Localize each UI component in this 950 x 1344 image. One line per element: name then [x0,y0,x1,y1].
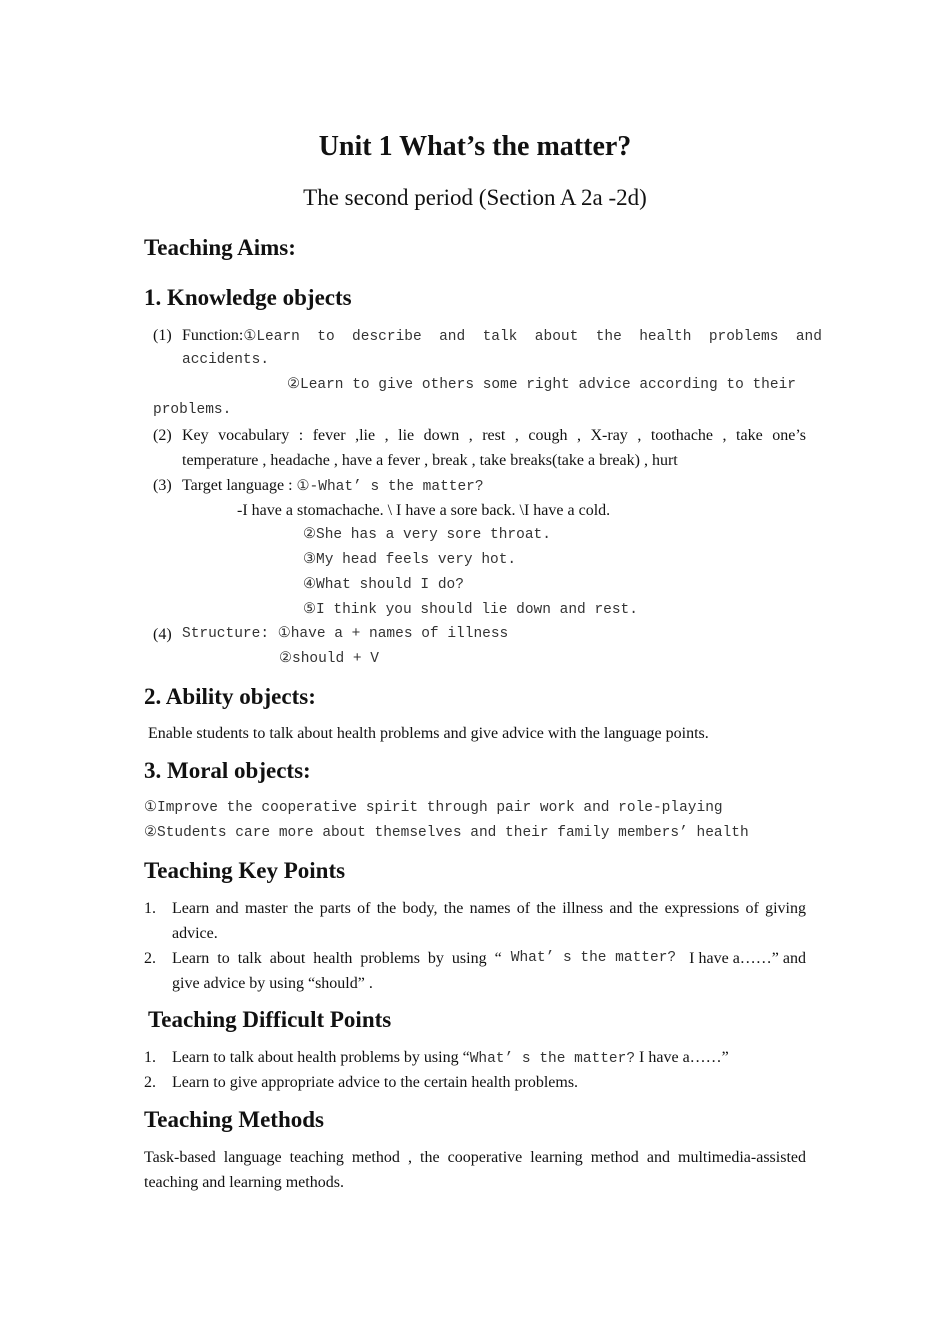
key-point-1-line-2: advice. [172,925,218,942]
key-point-2-number: 2. [144,950,156,967]
target-line-1 [182,473,484,500]
methods-line-2: teaching and learning methods. [144,1174,344,1191]
structure-item-2: ②should + V [279,651,380,667]
difficult-points-heading: Teaching Difficult Points [148,1007,392,1032]
target-number: (3) [153,477,172,494]
key-point-1-line-1: Learn and master the parts of the body, the names of the illness and the expressions of giving [172,900,806,917]
target-item-1: ①-What’ s the matter? [296,479,484,495]
vocab-line-1: Key vocabulary : fever ,lie , lie down , rest , cough , X-ray , toothache , take one’s [182,427,806,444]
difficult-point-1 [172,1045,729,1072]
key-point-2-code: What’ s the matter? [510,950,677,966]
target-item-1-reply: -I have a stomachache. \ I have a sore back. \I have a cold. [237,502,611,519]
difficult-point-1-code: What’ s the matter? [469,1051,636,1067]
target-item-3: ③My head feels very hot. [303,552,517,568]
methods-heading: Teaching Methods [144,1107,324,1132]
knowledge-objects-heading: 1. Knowledge objects [144,285,352,310]
key-point-2-text-start: Learn to talk about health problems by using “ [172,950,502,967]
target-item-5: ⑤I think you should lie down and rest. [303,602,638,618]
function-item-1: ①Learn to describe and talk about the health problems and [243,329,822,345]
difficult-point-1-text-start: Learn to talk about health problems by using “ [172,1049,470,1066]
structure-item-1: Structure: ①have a + names of illness [182,626,509,642]
function-number: (1) [153,327,172,344]
teaching-aims-heading: Teaching Aims: [144,235,296,260]
difficult-point-2: Learn to give appropriate advice to the certain health problems. [172,1074,579,1091]
key-points-heading: Teaching Key Points [144,858,346,883]
difficult-point-1-text-end: I have a……” [635,1049,729,1066]
structure-number: (4) [153,626,172,643]
target-label: Target language : [182,477,297,494]
difficult-point-2-number: 2. [144,1074,156,1091]
key-point-2-line-2: give advice by using “should” . [172,975,373,992]
target-item-4: ④What should I do? [303,577,464,593]
key-point-2-line-1 [172,946,806,971]
vocab-number: (2) [153,427,172,444]
vocab-line-2: temperature , headache , have a fever , break , take breaks(take a break) , hurt [182,452,678,469]
moral-item-1: ①Improve the cooperative spirit through pair work and role-playing [144,800,723,816]
ability-objects-heading: 2. Ability objects: [144,684,316,709]
moral-item-2: ②Students care more about themselves and their family members’ health [144,825,749,841]
key-point-2-text-end: I have a……” and [685,950,806,967]
ability-objects-text: Enable students to talk about health problems and give advice with the language points. [148,725,709,742]
difficult-point-1-number: 1. [144,1049,156,1066]
function-item-1-cont: accidents. [182,352,270,368]
function-line-1 [182,323,822,350]
function-item-2: ②Learn to give others some right advice according to their [287,377,796,393]
function-label: Function: [182,327,244,344]
page-subtitle: The second period (Section A 2a -2d) [303,185,647,210]
function-item-2-cont: problems. [153,402,232,418]
methods-line-1: Task-based language teaching method , the cooperative learning method and multimedia-assisted [144,1149,806,1166]
page-title: Unit 1 What’s the matter? [318,131,632,162]
moral-objects-heading: 3. Moral objects: [144,758,311,783]
key-point-1-number: 1. [144,900,156,917]
target-item-2: ②She has a very sore throat. [303,527,551,543]
